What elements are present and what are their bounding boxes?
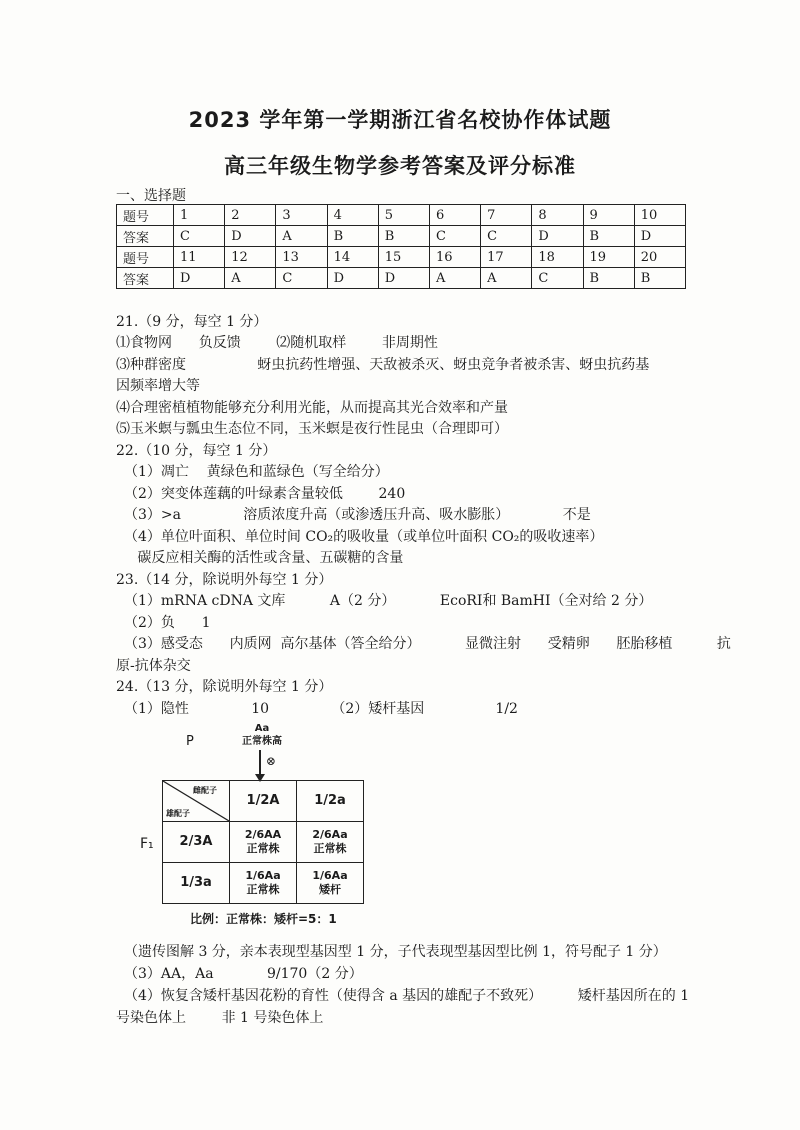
offspring-cell [297, 822, 364, 863]
table-cell: D [174, 268, 225, 289]
table-cell: B [634, 268, 685, 289]
table-cell: C [174, 226, 225, 247]
q22-line: （2）突变体莲藕的叶绿素含量较低 240 [124, 486, 406, 502]
table-cell: 8 [532, 205, 583, 226]
table-cell: 14 [327, 247, 378, 268]
q22-line: （1）凋亡 黄绿色和蓝绿色（写全给分） [124, 464, 389, 480]
table-cell: A [225, 268, 276, 289]
table-cell: C [532, 268, 583, 289]
table-cell: 6 [429, 205, 480, 226]
q21-line: ⑶种群密度 蚜虫抗药性增强、天敌被杀灭、蚜虫竞争者被杀害、蚜虫抗药基 [116, 357, 650, 373]
offspring-genotype: 1/6Aa [312, 869, 348, 882]
offspring-genotype: 2/6Aa [312, 828, 348, 841]
q24-line: （3）AA，Aa 9/170（2 分） [124, 966, 363, 982]
cross-arrow [259, 750, 261, 776]
table-cell: D [532, 226, 583, 247]
q23-line: （3）感受态 内质网 高尔基体（答全给分） 显微注射 受精卵 胚胎移植 抗 [124, 636, 731, 652]
table-cell: 13 [276, 247, 327, 268]
offspring-phenotype: 矮杆 [319, 883, 341, 896]
table-cell: B [378, 226, 429, 247]
offspring-genotype: 2/6AA [244, 828, 282, 841]
table-cell: 12 [225, 247, 276, 268]
table-cell: 10 [634, 205, 685, 226]
doc-title: 2023 学年第一学期浙江省名校协作体试题 [188, 108, 612, 132]
offspring-cell [297, 863, 364, 904]
table-cell: C [429, 226, 480, 247]
q23-line: （1）mRNA cDNA 文库 A（2 分） EcoRⅠ和 BamHⅠ（全对给 2 分） [124, 593, 653, 609]
table-cell: D [327, 268, 378, 289]
f1-label: F₁ [140, 836, 154, 852]
row-header-cell: 答案 [117, 268, 174, 289]
table-cell: 1 [174, 205, 225, 226]
table-row [117, 268, 686, 289]
doc-subtitle: 高三年级生物学参考答案及评分标准 [224, 154, 576, 178]
table-cell: B [583, 268, 634, 289]
offspring-phenotype: 正常株 [246, 842, 280, 855]
offspring-cell [230, 822, 297, 863]
q22-heading: 22.（10 分，每空 1 分） [116, 443, 277, 459]
female-gamete-header: 雄配子 [166, 809, 190, 818]
q24-line: 号染色体上 非 1 号染色体上 [116, 1010, 324, 1026]
q21-line: ⑷合理密植植物能够充分利用光能，从而提高其光合效率和产量 [116, 400, 508, 416]
offspring-phenotype: 正常株 [246, 883, 280, 896]
table-cell: 16 [429, 247, 480, 268]
offspring-phenotype: 正常株 [313, 842, 347, 855]
q22-line: （4）单位叶面积、单位时间 CO₂的吸收量（或单位叶面积 CO₂的吸收速率） [124, 529, 604, 545]
table-row [117, 226, 686, 247]
parent-phenotype-text: 正常株高 [242, 736, 282, 747]
table-cell: 20 [634, 247, 685, 268]
table-cell: 2 [225, 205, 276, 226]
table-cell: A [429, 268, 480, 289]
table-cell: 17 [481, 247, 532, 268]
section-heading: 一、选择题 [116, 188, 186, 204]
q24-line: （1）隐性 10 （2）矮杆基因 1/2 [124, 701, 518, 717]
table-row [117, 205, 686, 226]
table-cell: B [583, 226, 634, 247]
gamete-col-2: 1/2a [297, 781, 364, 822]
row-header-cell: 题号 [117, 247, 174, 268]
table-cell: 19 [583, 247, 634, 268]
punnett-square [162, 780, 364, 904]
parent-genotype [232, 722, 292, 748]
table-cell: 11 [174, 247, 225, 268]
table-cell: 4 [327, 205, 378, 226]
self-cross-symbol: ⊗ [266, 754, 277, 768]
row-header-cell: 题号 [117, 205, 174, 226]
gamete-col-1: 1/2A [230, 781, 297, 822]
table-cell: D [378, 268, 429, 289]
q24-heading: 24.（13 分，除说明外每空 1 分） [116, 679, 333, 695]
q23-line: 原-抗体杂交 [116, 658, 191, 674]
table-cell: 18 [532, 247, 583, 268]
q22-line: 碳反应相关酶的活性或含量、五碳糖的含量 [124, 550, 404, 566]
table-cell: D [225, 226, 276, 247]
table-cell: 3 [276, 205, 327, 226]
parent-label: P [186, 734, 194, 749]
table-cell: C [276, 268, 327, 289]
table-cell: A [481, 268, 532, 289]
table-cell: A [276, 226, 327, 247]
answer-table [116, 204, 686, 289]
table-cell: B [327, 226, 378, 247]
ratio-text: 比例：正常株：矮杆=5：1 [190, 912, 337, 926]
q21-line: ⑴食物网 负反馈 ⑵随机取样 非周期性 [116, 335, 438, 351]
q23-heading: 23.（14 分，除说明外每空 1 分） [116, 572, 333, 588]
male-gamete-header: 雌配子 [193, 786, 217, 795]
gamete-row-1: 2/3A [163, 822, 230, 863]
offspring-genotype: 1/6Aa [245, 869, 281, 882]
q24-line: （4）恢复含矮杆基因花粉的育性（使得含 a 基因的雄配子不致死） 矮杆基因所在的 1 [124, 988, 690, 1004]
gamete-row-2: 1/3a [163, 863, 230, 904]
table-cell: D [634, 226, 685, 247]
table-cell: 5 [378, 205, 429, 226]
row-header-cell: 答案 [117, 226, 174, 247]
q21-heading: 21.（9 分，每空 1 分） [116, 314, 268, 330]
q22-line: （3）>a 溶质浓度升高（或渗透压升高、吸水膨胀） 不是 [124, 507, 591, 523]
table-cell: 7 [481, 205, 532, 226]
table-cell: 15 [378, 247, 429, 268]
table-cell: 9 [583, 205, 634, 226]
punnett-corner [163, 781, 230, 822]
offspring-cell [230, 863, 297, 904]
table-cell: C [481, 226, 532, 247]
table-row [117, 247, 686, 268]
q24-note: （遗传图解 3 分，亲本表现型基因型 1 分，子代表现型基因型比例 1，符号配子 1 分） [124, 944, 667, 960]
q21-line: ⑸玉米螟与瓢虫生态位不同，玉米螟是夜行性昆虫（合理即可） [116, 421, 508, 437]
q21-line: 因频率增大等 [116, 378, 200, 394]
q23-line: （2）负 1 [124, 615, 211, 631]
parent-genotype-text: Aa [254, 723, 270, 734]
